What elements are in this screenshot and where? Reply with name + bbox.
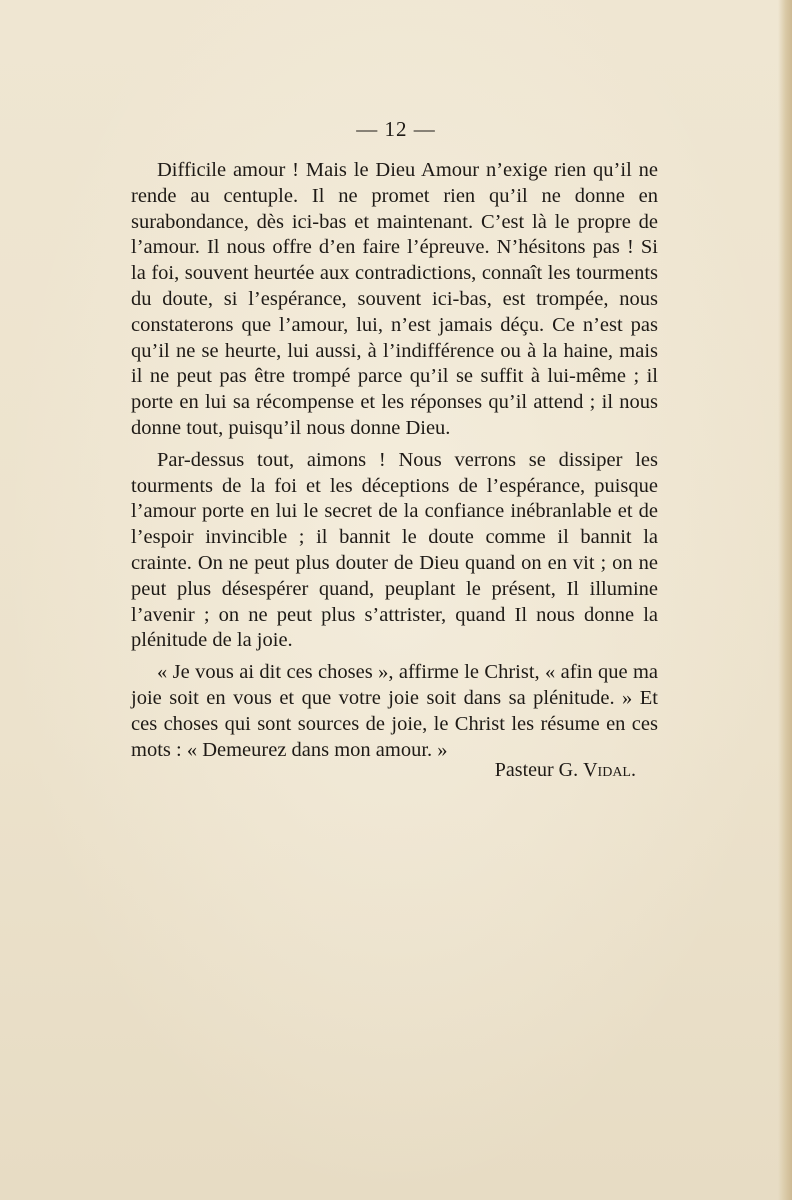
- signature-prefix: Pasteur G.: [494, 759, 584, 781]
- paragraph-2: Par-dessus tout, aimons ! Nous verrons se dissiper les tourments de la foi et les déceptions de l’espérance, puisque l’amour porte en lui le secret de la confiance inébranlable et de l’espoir invincible ; il bannit le doute comme il bannit la crainte. On ne peut plus douter de Dieu quand on en vit ; on ne peut plus désespérer quand, peuplant le présent, Il illumine l’avenir ; on ne peut plus s’attrister, quand Il nous donne la plénitude de la joie.: [131, 448, 658, 652]
- paragraph-1: Difficile amour ! Mais le Dieu Amour n’exige rien qu’il ne rende au centuple. Il ne promet rien qu’il ne donne en surabondance, dès ici-bas et maintenant. C’est là le propre de l’amour. Il nous offre d’en faire l’épreuve. N’hésitons pas ! Si la foi, souvent heurtée aux contradictions, connaît les tourments du doute, si l’espérance, souvent ici-bas, est trompée, nous constaterons que l’amour, lui, n’est jamais déçu. Ce n’est pas qu’il ne se heurte, lui aussi, à l’indifférence ou à la haine, mais il ne peut pas être trompé parce qu’il se suffit à lui-même ; il porte en lui sa récompense et les réponses qu’il attend ; il nous donne tout, puisqu’il nous donne Dieu.: [131, 159, 658, 439]
- body-text: [131, 158, 658, 769]
- page-edge-shadow: [778, 0, 792, 1200]
- page-number: — 12 —: [356, 117, 436, 141]
- signature-name: Vidal.: [583, 759, 636, 781]
- paragraph-3: « Je vous ai dit ces choses », affirme le Christ, « afin que ma joie soit en vous et que votre joie soit dans sa plénitude. » Et ces choses qui sont sources de joie, le Christ les résume en ces mots : « Demeurez dans mon amour. »: [131, 661, 658, 761]
- signature: [0, 759, 636, 782]
